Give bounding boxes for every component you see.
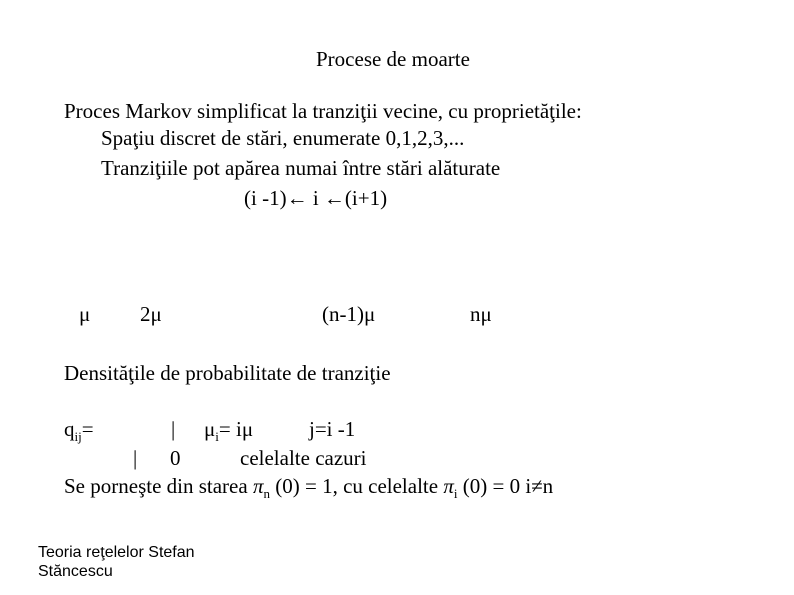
mu-rhs: = iμ (218, 417, 254, 441)
start-part-1: (0) = 1, cu celelalte (275, 474, 439, 498)
q-subscript: ij (74, 429, 82, 444)
formula-bar-2: | (133, 446, 138, 470)
slide-title: Procese de moarte (316, 47, 470, 71)
pi-symbol-i: π (443, 474, 454, 498)
bullet-adjacent-transitions: Tranziţiile pot apărea numai între stări alăturate (101, 156, 501, 180)
mu-symbol: μ (204, 417, 216, 441)
q-equals: = (81, 417, 94, 441)
rate-label-1: μ (79, 302, 91, 326)
formula-zero: 0 (170, 446, 181, 470)
q-symbol: q (64, 417, 75, 441)
rate-label-4: nμ (470, 302, 492, 326)
pi-subscript-i: i (453, 486, 458, 501)
pi-subscript-n: n (263, 486, 270, 501)
intro-text: Proces Markov simplificat la tranziţii vecine, cu proprietăţile: (64, 99, 582, 123)
start-part-2: (0) = 0 i≠n (462, 474, 554, 498)
formula-condition-2: celelalte cazuri (240, 446, 367, 470)
rate-label-2: 2μ (140, 302, 162, 326)
formula-q (64, 417, 94, 444)
footer-line-1: Teoria reţelelor Stefan (38, 544, 195, 561)
start-condition (64, 474, 554, 501)
footer-line-2: Stăncescu (38, 563, 113, 580)
start-prefix: Se porneşte din starea (64, 474, 248, 498)
pi-symbol-n: π (252, 474, 264, 498)
transition-scheme: (i -1)← i ←(i+1) (244, 186, 388, 210)
formula-mu (204, 417, 254, 444)
formula-bar-1: | (171, 417, 176, 441)
formula-condition-1: j=i -1 (309, 417, 356, 441)
mu-subscript: i (215, 429, 219, 444)
bullet-discrete-states: Spaţiu discret de stări, enumerate 0,1,2,3,... (101, 126, 465, 150)
rate-label-3: (n-1)μ (322, 302, 376, 326)
density-heading: Densităţile de probabilitate de tranziţie (64, 361, 391, 385)
